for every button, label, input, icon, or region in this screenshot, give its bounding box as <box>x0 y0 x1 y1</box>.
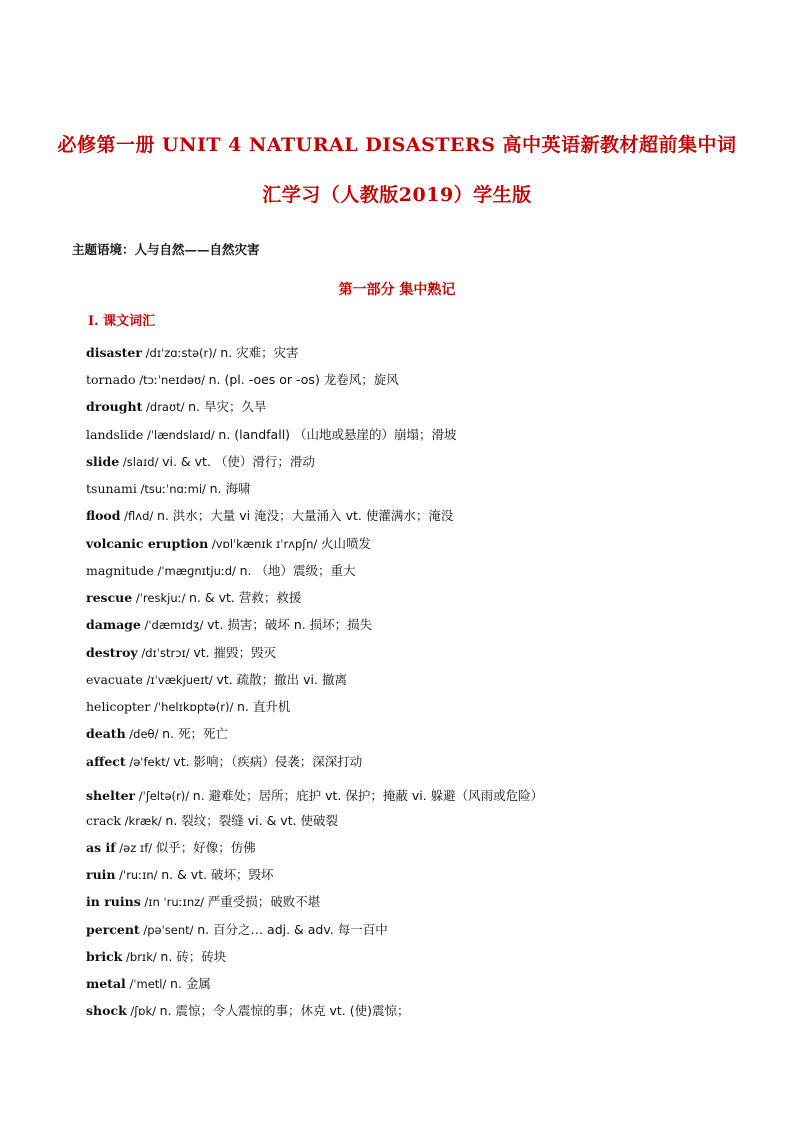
vocab-definition: n. 海啸 <box>209 481 251 496</box>
vocab-word: percent <box>86 922 140 937</box>
vocab-word: volcanic eruption <box>86 536 209 551</box>
vocab-entry <box>86 508 453 524</box>
vocab-word: landslide <box>86 427 144 442</box>
vocab-definition: n. 洪水；大量 vi 淹没；大量涌入 vt. 使灌满水；淹没 <box>156 508 454 523</box>
vocab-entry <box>86 840 256 856</box>
vocab-definition: vt. 影响；（疾病）侵袭；深深打动 <box>173 754 363 769</box>
vocab-entry <box>86 399 266 415</box>
vocab-phonetic: /əz ɪf/ <box>115 841 156 855</box>
vocab-definition: 似乎；好像；仿佛 <box>155 840 256 855</box>
vocab-word: death <box>86 726 126 741</box>
vocab-word: evacuate <box>86 672 143 687</box>
vocab-definition: n. 百分之… adj. & adv. 每一百中 <box>197 922 388 937</box>
vocab-definition: n. 旱灾；久旱 <box>188 399 267 414</box>
vocab-word: disaster <box>86 345 142 360</box>
vocab-entry <box>86 427 457 443</box>
vocab-definition: n. & vt. 破坏；毁坏 <box>161 867 274 882</box>
vocab-word: helicopter <box>86 699 151 714</box>
vocab-entry <box>86 949 226 965</box>
vocab-phonetic: /slaɪd/ <box>119 455 163 469</box>
vocab-word: affect <box>86 754 126 769</box>
vocab-entry <box>86 372 399 388</box>
vocab-definition: n. 震惊；令人震惊的事；休克 vt. (使)震惊； <box>159 1003 410 1018</box>
vocab-definition: vi. & vt. （使）滑行；滑动 <box>162 454 315 469</box>
vocab-word: flood <box>86 508 121 523</box>
section-heading: Ⅰ. 课文词汇 <box>88 314 156 329</box>
vocab-word: as if <box>86 840 116 855</box>
vocab-phonetic: /deθ/ <box>125 727 163 741</box>
vocab-word: shelter <box>86 788 136 803</box>
vocab-word: tornado <box>86 372 136 387</box>
vocab-phonetic: /ɪn ˈruːɪnz/ <box>140 895 208 909</box>
vocab-phonetic: /kræk/ <box>121 814 166 828</box>
vocab-phonetic: /vɒlˈkænɪk ɪˈrʌpʃn/ <box>208 537 321 551</box>
vocab-definition: n. 裂纹；裂缝 vi. & vt. 使破裂 <box>165 813 339 828</box>
vocab-word: ruin <box>86 867 116 882</box>
vocab-word: destroy <box>86 645 138 660</box>
vocab-phonetic: /ˈʃeltə(r)/ <box>135 789 193 803</box>
vocab-phonetic: /ɪˈvækjueɪt/ <box>142 673 217 687</box>
vocab-entry <box>86 536 371 552</box>
vocab-entry <box>86 645 276 661</box>
vocab-definition: n. & vt. 营救；救援 <box>189 590 302 605</box>
vocab-definition: vt. 疏散；撤出 vi. 撤离 <box>216 672 347 687</box>
page-title-line-2: 汇学习（人教版2019）学生版 <box>262 184 532 206</box>
vocab-phonetic: /ˈmetl/ <box>125 977 171 991</box>
vocab-phonetic: /dɪˈzɑːstə(r)/ <box>141 346 221 360</box>
vocab-definition: n. 避难处；居所；庇护 vt. 保护；掩蔽 vi. 躲避（风雨或危险） <box>192 788 544 803</box>
vocab-entry <box>86 617 372 633</box>
vocab-phonetic: /əˈfekt/ <box>125 755 174 769</box>
page-title-line-1: 必修第一册 UNIT 4 NATURAL DISASTERS 高中英语新教材超前集中词 <box>57 134 737 156</box>
vocab-entry <box>86 922 388 938</box>
vocab-phonetic: /ˈlændslaɪd/ <box>143 428 219 442</box>
vocab-entry <box>86 894 320 910</box>
vocab-definition: 严重受损；破败不堪 <box>207 894 321 909</box>
vocab-word: slide <box>86 454 120 469</box>
vocab-word: brick <box>86 949 123 964</box>
vocab-entry <box>86 976 211 992</box>
vocab-definition: n. 砖；砖块 <box>160 949 227 964</box>
vocab-definition: n. 金属 <box>170 976 211 991</box>
vocab-entry <box>86 754 362 770</box>
vocab-entry <box>86 672 347 688</box>
vocab-phonetic: /ˈhelɪkɒptə(r)/ <box>150 700 237 714</box>
vocab-entry <box>86 481 250 497</box>
vocab-word: crack <box>86 813 122 828</box>
vocab-entry <box>86 590 301 606</box>
vocab-entry <box>86 813 338 829</box>
vocab-entry <box>86 1003 409 1019</box>
vocab-phonetic: /ˈruːɪn/ <box>115 868 162 882</box>
vocab-entry <box>86 454 315 470</box>
vocab-entry <box>86 867 274 883</box>
vocab-phonetic: /pəˈsent/ <box>139 923 198 937</box>
vocab-phonetic: /ˈreskjuː/ <box>132 591 190 605</box>
vocab-word: rescue <box>86 590 133 605</box>
part-heading: 第一部分 集中熟记 <box>338 282 456 298</box>
vocab-phonetic: /ˈmæɡnɪtjuːd/ <box>153 564 240 578</box>
vocab-word: metal <box>86 976 126 991</box>
vocab-phonetic: /flʌd/ <box>120 509 157 523</box>
vocab-word: damage <box>86 617 141 632</box>
vocab-phonetic: /ˈdæmɪdʒ/ <box>140 618 208 632</box>
vocab-definition: n. 灾难；灾害 <box>220 345 299 360</box>
vocab-definition: n. (pl. -oes or -os) 龙卷风；旋风 <box>208 372 399 387</box>
vocab-entry <box>86 563 355 579</box>
vocab-phonetic: /dɪˈstrɔɪ/ <box>137 646 194 660</box>
vocab-phonetic: /brɪk/ <box>122 950 161 964</box>
vocab-definition: 火山喷发 <box>320 536 371 551</box>
vocab-phonetic: /tsuːˈnɑːmi/ <box>136 482 210 496</box>
vocab-word: tsunami <box>86 481 137 496</box>
vocab-definition: n. 死；死亡 <box>162 726 229 741</box>
vocab-entry <box>86 726 228 742</box>
vocab-entry <box>86 345 299 361</box>
vocab-definition: n. （地）震级；重大 <box>239 563 356 578</box>
vocab-word: shock <box>86 1003 127 1018</box>
vocab-definition: n. (landfall) （山地或悬崖的）崩塌；滑坡 <box>218 427 457 442</box>
vocab-phonetic: /draʊt/ <box>142 400 189 414</box>
vocab-definition: n. 直升机 <box>236 699 291 714</box>
vocab-entry <box>86 699 290 715</box>
vocab-word: in ruins <box>86 894 141 909</box>
vocab-definition: vt. 损害；破坏 n. 损坏；损失 <box>207 617 373 632</box>
vocab-phonetic: /ʃɒk/ <box>126 1004 160 1018</box>
theme-context: 主题语境：人与自然——自然灾害 <box>72 242 260 257</box>
vocab-word: drought <box>86 399 143 414</box>
vocab-phonetic: /tɔːˈneɪdəʊ/ <box>135 373 209 387</box>
vocab-definition: vt. 摧毁；毁灭 <box>193 645 277 660</box>
vocab-word: magnitude <box>86 563 154 578</box>
vocab-entry <box>86 788 543 804</box>
